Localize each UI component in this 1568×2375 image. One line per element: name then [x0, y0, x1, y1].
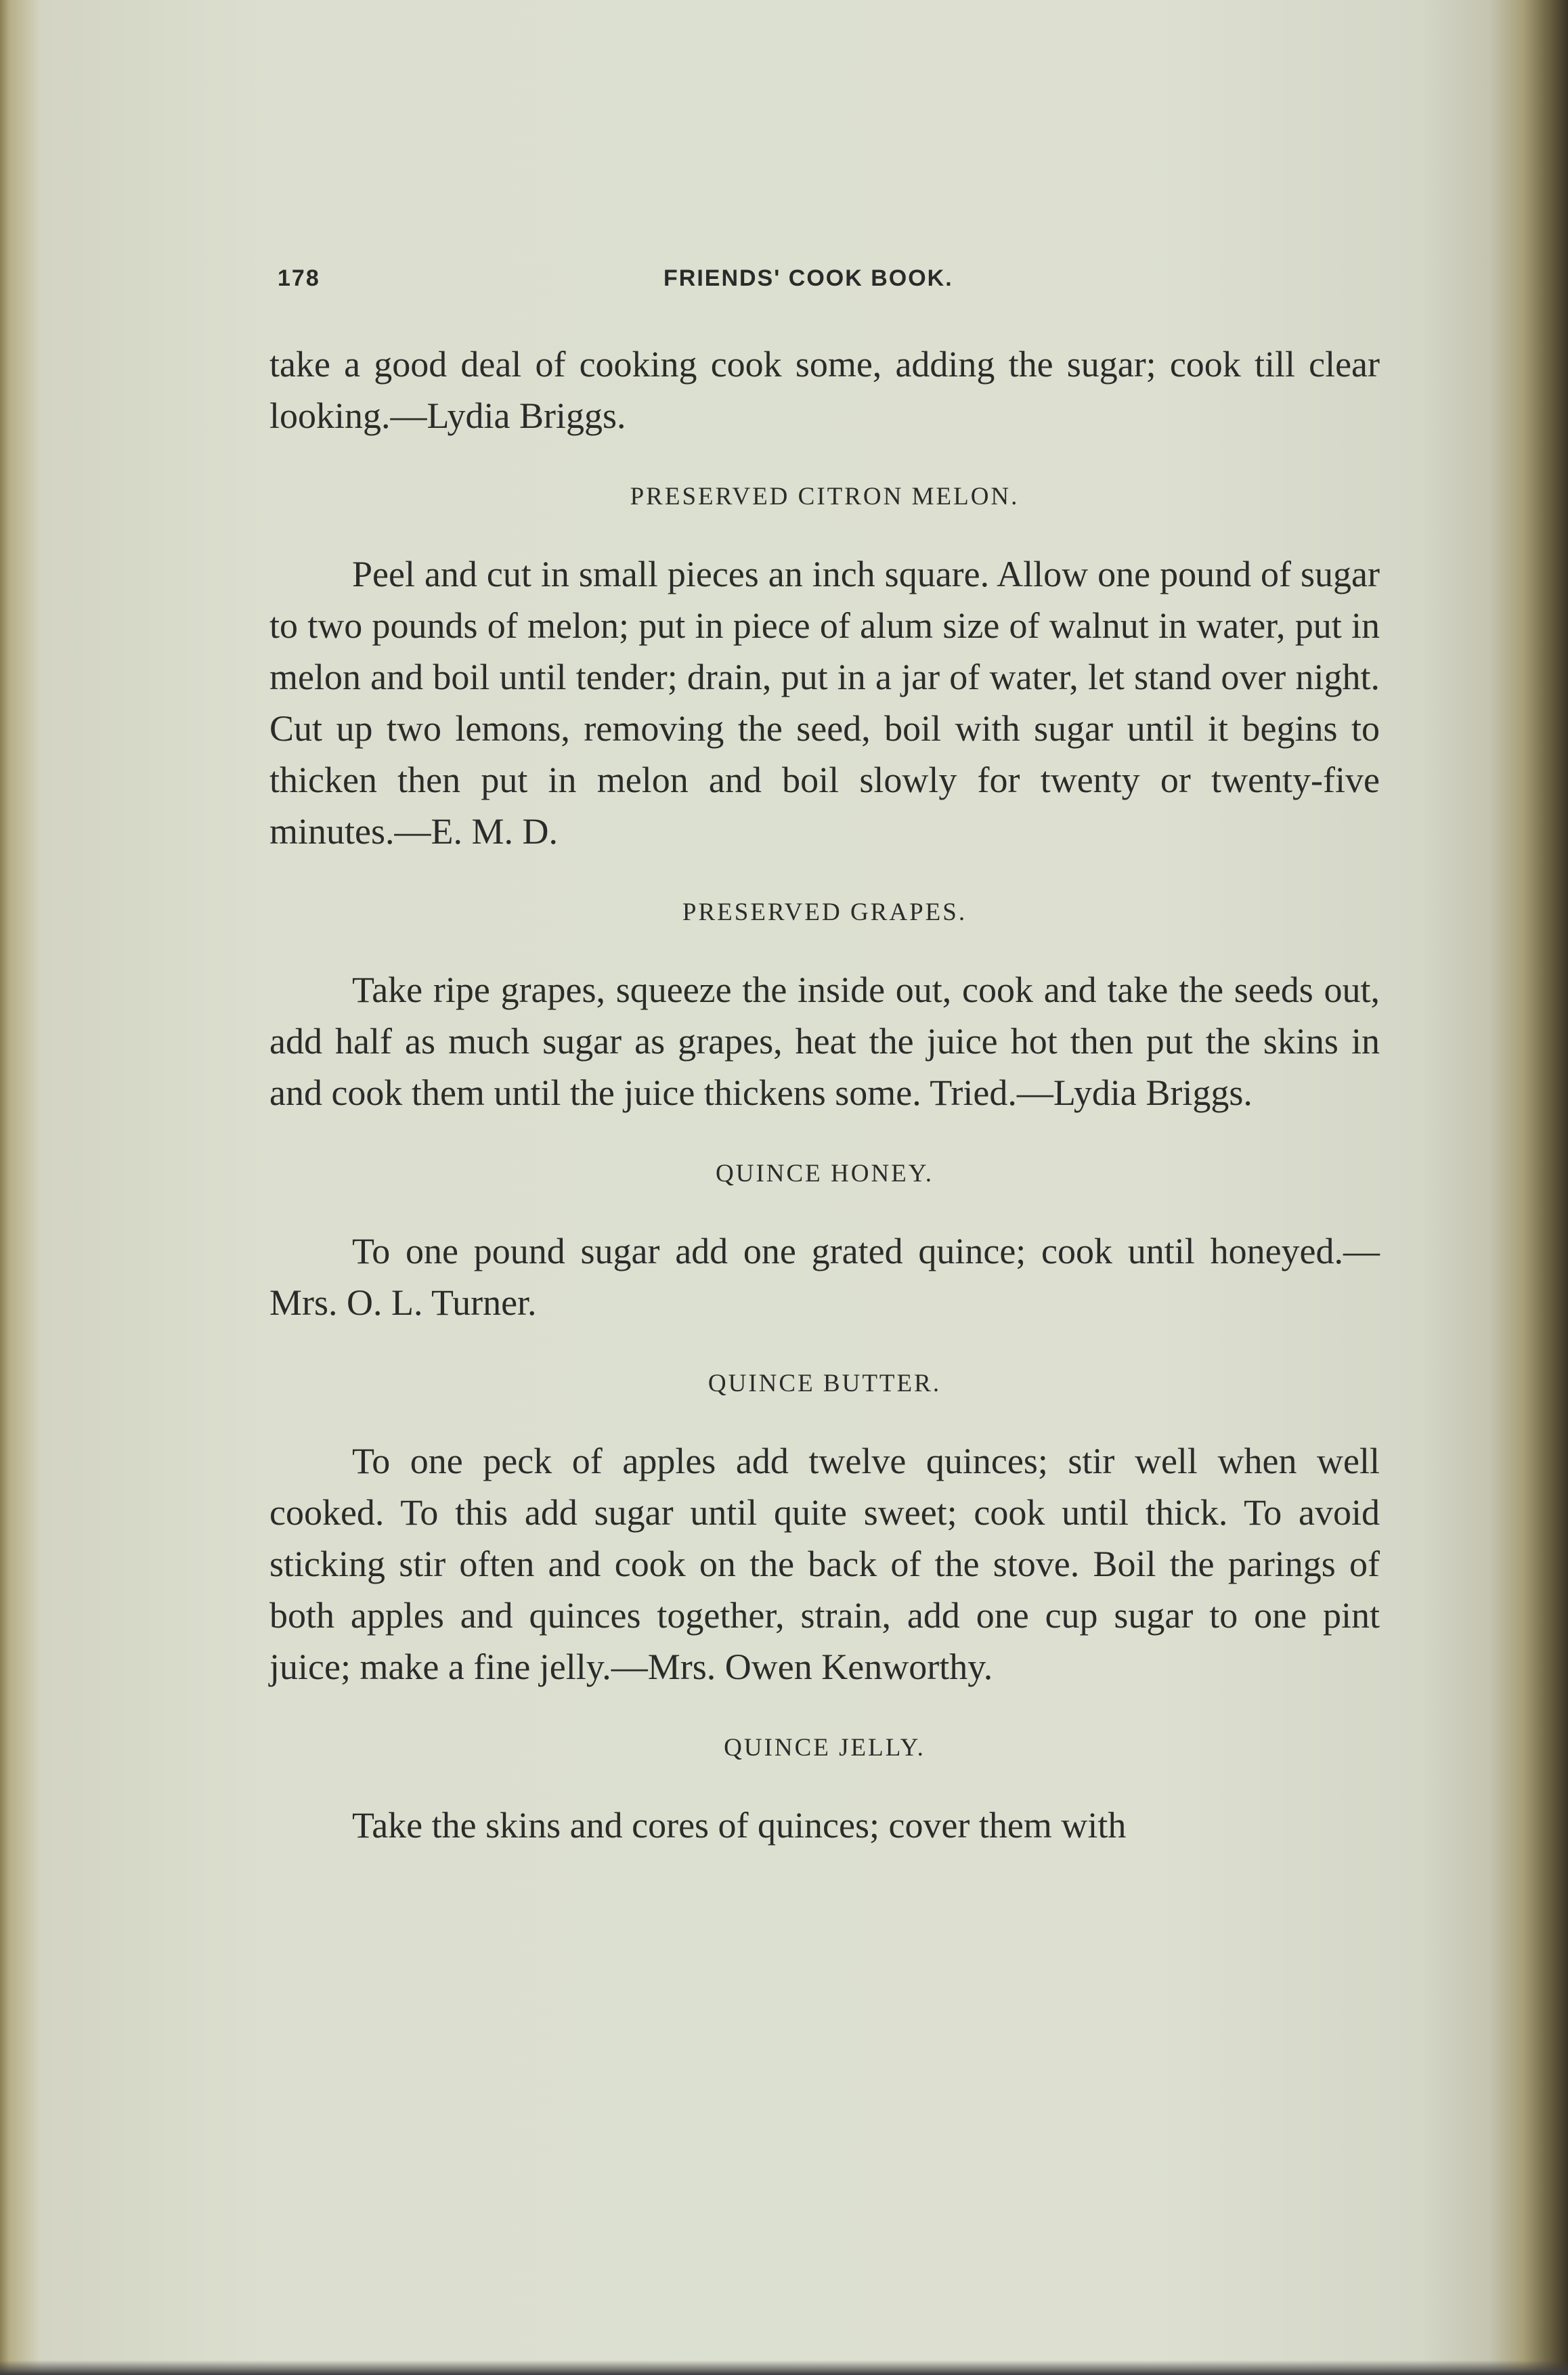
recipe-title-quince-butter: QUINCE BUTTER.	[707, 1370, 942, 1397]
running-head	[271, 265, 1368, 299]
recipe-body-citron-melon: Peel and cut in small pieces an inch square. Allow one pound of sugar to two pounds of melon; put in piece of alum size of walnut in water, put in melon and boil until tender; drain, put in a jar of water, let stand over night. Cut up two lemons, removing the seed, boil with sugar until it begins to thicken then put in melon and boil slowly for twenty or twenty-five minutes.—E. M. D.	[269, 554, 1380, 852]
page-number: 178	[278, 265, 320, 291]
recipe-title-quince-jelly: QUINCE JELLY.	[724, 1734, 925, 1762]
book-title: FRIENDS' COOK BOOK.	[663, 265, 953, 291]
continuation-paragraph: take a good deal of cooking cook some, adding the sugar; cook till clear looking.—Lydia Briggs.	[269, 344, 1380, 436]
recipe-title-grapes: PRESERVED GRAPES.	[682, 898, 967, 926]
recipe-body-quince-jelly: Take the skins and cores of quinces; cover them with	[352, 1805, 1127, 1846]
recipe-title-citron-melon: PRESERVED CITRON MELON.	[630, 483, 1020, 510]
recipe-body-grapes: Take ripe grapes, squeeze the inside out, cook and take the seeds out, add half as much sugar as grapes, heat the juice hot then put the skins in and cook them until the juice thickens some. Tried.—Lydia Briggs.	[269, 969, 1380, 1113]
page-text	[269, 339, 1380, 1851]
recipe-body-quince-butter: To one peck of apples add twelve quinces; stir well when well cooked. To this add sugar until quite sweet; cook until thick. To avoid sticking stir often and cook on the back of the stove. Boil the parings of both apples and quinces together, strain, add one cup sugar to one pint juice; make a fine jelly.—Mrs. Owen Kenworthy.	[269, 1441, 1380, 1687]
recipe-body-quince-honey: To one pound sugar add one grated quince; cook until honeyed.—Mrs. O. L. Turner.	[269, 1231, 1380, 1323]
recipe-title-quince-honey: QUINCE HONEY.	[716, 1160, 934, 1188]
